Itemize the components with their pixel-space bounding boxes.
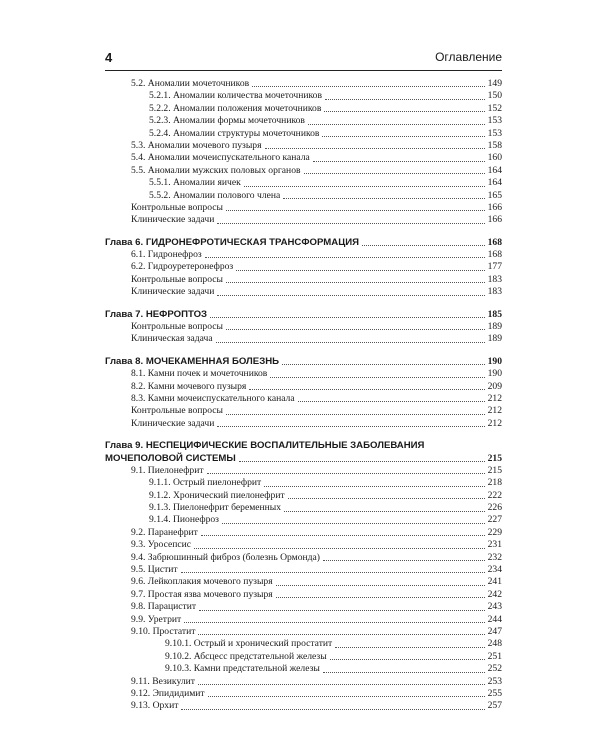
dot-leader xyxy=(276,585,485,586)
toc-entry-label: 9.1.4. Пионефроз xyxy=(149,514,219,526)
toc-entry[interactable] xyxy=(105,539,502,551)
toc-entry-label: 9.1.1. Острый пиелонефрит xyxy=(149,477,262,489)
toc-entry-label: Глава 6. ГИДРОНЕФРОТИЧЕСКАЯ ТРАНСФОРМАЦИЯ xyxy=(105,236,359,248)
dot-leader xyxy=(249,389,484,390)
toc-entry-label: 9.6. Лейкоплакия мочевого пузыря xyxy=(131,576,273,588)
dot-leader xyxy=(217,295,484,296)
dot-leader xyxy=(288,498,485,499)
toc-page-number: 231 xyxy=(487,539,502,551)
dot-leader xyxy=(283,198,484,199)
toc-entry-label: 9.1.3. Пиелонефрит беременных xyxy=(149,502,282,514)
dot-leader xyxy=(216,342,485,343)
toc-entry-label: 9.10.1. Острый и хронический простатит xyxy=(165,638,333,650)
toc-entry-label: 5.2. Аномалии мочеточников xyxy=(131,77,250,89)
toc-entry[interactable] xyxy=(105,601,502,613)
toc-entry-label: Глава 8. МОЧЕКАМЕННАЯ БОЛЕЗНЬ xyxy=(105,355,280,367)
dot-leader xyxy=(324,111,484,112)
dot-leader xyxy=(207,473,485,474)
dot-leader xyxy=(222,523,485,524)
dot-leader xyxy=(181,572,485,573)
toc-entry-label: Контрольные вопросы xyxy=(131,273,223,285)
toc-entry-label: 9.1. Пиелонефрит xyxy=(131,464,204,476)
dot-leader xyxy=(205,257,485,258)
toc-entry[interactable] xyxy=(105,321,502,333)
toc-page-number: 232 xyxy=(487,551,502,563)
dot-leader xyxy=(226,414,485,415)
toc-entry[interactable] xyxy=(105,152,502,164)
toc-page-number: 164 xyxy=(487,164,502,176)
dot-leader xyxy=(201,535,485,536)
toc-page-number: 185 xyxy=(487,308,502,320)
toc-page-number: 255 xyxy=(487,687,502,699)
toc-entry[interactable] xyxy=(105,663,502,675)
toc-entry[interactable] xyxy=(105,502,502,514)
toc-page-number: 183 xyxy=(487,286,502,298)
dot-leader xyxy=(194,548,485,549)
toc-entry-label: 9.12. Эпидидимит xyxy=(131,687,205,699)
page-header xyxy=(105,50,502,71)
toc-page-number: 257 xyxy=(487,700,502,712)
toc-page-number: 189 xyxy=(487,333,502,345)
toc-page-number: 158 xyxy=(487,139,502,151)
toc-page-number: 150 xyxy=(487,90,502,102)
toc-chapter-title: Глава 9. НЕСПЕЦИФИЧЕСКИЕ ВОСПАЛИТЕЛЬНЫЕ ЗАБОЛЕВАНИЯ xyxy=(105,440,425,452)
dot-leader xyxy=(239,461,485,462)
toc-page-number: 152 xyxy=(487,102,502,114)
dot-leader xyxy=(181,709,484,710)
toc-entry-label: 5.2.2. Аномалии положения мочеточников xyxy=(149,102,322,114)
toc-entry[interactable] xyxy=(105,626,502,638)
toc-entry[interactable] xyxy=(105,115,502,127)
toc-entry[interactable] xyxy=(105,190,502,202)
running-title: Оглавление xyxy=(435,50,502,64)
toc-page-number: 247 xyxy=(487,626,502,637)
toc-entry[interactable] xyxy=(105,589,502,601)
dot-leader xyxy=(323,560,485,561)
toc-entry-label: 5.5. Аномалии мужских половых органов xyxy=(131,164,301,176)
dot-leader xyxy=(226,282,485,283)
dot-leader xyxy=(330,659,485,660)
toc-entry[interactable] xyxy=(105,676,502,688)
dot-leader xyxy=(284,511,485,512)
toc-entry[interactable] xyxy=(105,576,502,588)
toc-entry[interactable] xyxy=(105,78,502,90)
toc-entry-label: 9.7. Простая язва мочевого пузыря xyxy=(131,588,273,600)
toc-entry[interactable] xyxy=(105,527,502,539)
dot-leader xyxy=(325,99,485,100)
toc-entry-label: Клиническая задача xyxy=(131,333,213,345)
table-of-contents xyxy=(105,78,502,713)
toc-entry-label: 6.1. Гидронефроз xyxy=(131,249,202,261)
toc-entry[interactable] xyxy=(105,368,502,380)
toc-entry[interactable] xyxy=(105,381,502,393)
toc-entry-label: Клинические задачи xyxy=(131,417,215,429)
toc-entry[interactable] xyxy=(105,515,502,527)
toc-entry-label: МОЧЕПОЛОВОЙ СИСТЕМЫ xyxy=(105,452,236,464)
toc-page-number: 242 xyxy=(487,588,502,600)
toc-chapter[interactable] xyxy=(105,356,502,368)
toc-entry-label: 5.3. Аномалии мочевого пузыря xyxy=(131,139,262,151)
toc-page-number: 190 xyxy=(487,368,502,380)
toc-page-number: 190 xyxy=(487,355,502,367)
toc-entry-label: Контрольные вопросы xyxy=(131,201,223,213)
dot-leader xyxy=(226,329,485,330)
toc-page-number: 165 xyxy=(487,189,502,201)
toc-entry[interactable] xyxy=(105,552,502,564)
toc-entry[interactable] xyxy=(105,103,502,115)
dot-leader xyxy=(323,672,485,673)
toc-entry-label: 9.10.3. Камни предстательной железы xyxy=(165,663,320,675)
toc-entry-label: 8.1. Камни почек и мочеточников xyxy=(131,368,268,380)
toc-entry[interactable] xyxy=(105,90,502,102)
toc-page-number: 209 xyxy=(487,380,502,392)
toc-chapter[interactable] xyxy=(105,309,502,321)
toc-entry-label: 9.2. Паранефрит xyxy=(131,526,198,538)
toc-page-number: 168 xyxy=(487,236,502,248)
dot-leader xyxy=(335,647,484,648)
toc-entry-label: 9.13. Орхит xyxy=(131,700,179,712)
toc-entry[interactable] xyxy=(105,564,502,576)
toc-entry[interactable] xyxy=(105,490,502,502)
toc-entry[interactable] xyxy=(105,393,502,405)
toc-page-number: 227 xyxy=(487,514,502,526)
toc-entry-label: 5.4. Аномалии мочеиспускательного канала xyxy=(131,152,310,164)
toc-entry-label: 5.5.2. Аномалии полового члена xyxy=(149,189,281,201)
dot-leader xyxy=(252,86,484,87)
toc-entry-label: 9.11. Везикулит xyxy=(131,675,195,687)
toc-entry-label: 9.1.2. Хронический пиелонефрит xyxy=(149,489,285,501)
toc-entry[interactable] xyxy=(105,286,502,298)
toc-entry[interactable] xyxy=(105,688,502,700)
toc-entry[interactable] xyxy=(105,700,502,712)
dot-leader xyxy=(210,317,485,318)
dot-leader xyxy=(322,136,484,137)
toc-entry[interactable] xyxy=(105,249,502,261)
toc-page-number: 149 xyxy=(487,77,502,89)
toc-entry[interactable] xyxy=(105,165,502,177)
toc-page-number: 243 xyxy=(487,601,502,613)
dot-leader xyxy=(270,377,484,378)
toc-entry[interactable] xyxy=(105,140,502,152)
toc-page-number: 226 xyxy=(487,502,502,514)
toc-entry-label: 5.2.1. Аномалии количества мочеточников xyxy=(149,90,322,102)
toc-entry-label: 9.5. Цистит xyxy=(131,564,178,576)
toc-entry-label: Глава 7. НЕФРОПТОЗ xyxy=(105,308,208,320)
dot-leader xyxy=(184,622,484,623)
toc-page-number: 215 xyxy=(487,452,502,464)
toc-entry-label: 9.8. Парацистит xyxy=(131,601,197,613)
dot-leader xyxy=(236,270,484,271)
dot-leader xyxy=(308,124,485,125)
toc-page-number: 212 xyxy=(487,405,502,417)
toc-entry-label: Контрольные вопросы xyxy=(131,321,223,333)
dot-leader xyxy=(362,245,485,246)
toc-chapter[interactable] xyxy=(105,237,502,249)
toc-page-number: 222 xyxy=(487,489,502,501)
dot-leader xyxy=(198,684,485,685)
toc-page-number: 253 xyxy=(487,675,502,687)
toc-entry-label: 9.9. Уретрит xyxy=(131,613,182,625)
toc-page-number: 153 xyxy=(487,115,502,127)
toc-entry-label: 9.3. Уросепсис xyxy=(131,539,191,551)
toc-page-number: 229 xyxy=(487,526,502,538)
toc-page-number: 164 xyxy=(487,177,502,189)
toc-page-number: 183 xyxy=(487,273,502,285)
toc-page-number: 177 xyxy=(487,261,502,273)
dot-leader xyxy=(304,173,485,174)
toc-page-number: 218 xyxy=(487,477,502,489)
toc-page-number: 166 xyxy=(487,201,502,213)
toc-entry[interactable] xyxy=(105,202,502,214)
dot-leader xyxy=(199,610,485,611)
dot-leader xyxy=(264,486,484,487)
dot-leader xyxy=(244,186,485,187)
toc-page-number: 251 xyxy=(487,650,502,662)
dot-leader xyxy=(217,426,484,427)
toc-page-number: 252 xyxy=(487,663,502,675)
toc-entry-label: 9.10. Простатит xyxy=(131,626,196,637)
dot-leader xyxy=(198,634,484,635)
toc-page-number: 215 xyxy=(487,464,502,476)
toc-entry-label: Контрольные вопросы xyxy=(131,405,223,417)
dot-leader xyxy=(208,696,485,697)
toc-entry[interactable] xyxy=(105,261,502,273)
toc-page-number: 168 xyxy=(487,249,502,261)
toc-entry[interactable] xyxy=(105,177,502,189)
toc-page-number: 212 xyxy=(487,417,502,429)
dot-leader xyxy=(313,161,485,162)
toc-entry[interactable] xyxy=(105,405,502,417)
toc-entry[interactable] xyxy=(105,651,502,663)
dot-leader xyxy=(265,148,485,149)
toc-entry-label: 8.3. Камни мочеиспускательного канала xyxy=(131,392,295,404)
toc-entry-label: 5.2.4. Аномалии структуры мочеточников xyxy=(149,127,320,139)
toc-page-number: 241 xyxy=(487,576,502,588)
toc-entry[interactable] xyxy=(105,638,502,650)
toc-entry-label: 6.2. Гидроуретеронефроз xyxy=(131,261,234,273)
toc-entry[interactable] xyxy=(105,274,502,286)
toc-entry-label: 9.10.2. Абсцесс предстательной железы xyxy=(165,650,327,662)
dot-leader xyxy=(282,364,485,365)
toc-entry[interactable] xyxy=(105,418,502,430)
toc-page-number: 212 xyxy=(487,392,502,404)
toc-entry[interactable] xyxy=(105,128,502,140)
toc-entry[interactable] xyxy=(105,333,502,345)
toc-page-number: 248 xyxy=(487,638,502,650)
toc-entry-label: 8.2. Камни мочевого пузыря xyxy=(131,380,247,392)
toc-page-number: 244 xyxy=(487,613,502,625)
dot-leader xyxy=(298,401,485,402)
toc-page-number: 189 xyxy=(487,321,502,333)
toc-page-number: 153 xyxy=(487,127,502,139)
toc-entry-label: Клинические задачи xyxy=(131,286,215,298)
toc-page-number: 234 xyxy=(487,564,502,576)
toc-entry-label: Клинические задачи xyxy=(131,214,215,226)
toc-entry[interactable] xyxy=(105,465,502,477)
toc-entry[interactable] xyxy=(105,614,502,626)
toc-entry-label: 9.4. Забрюшинный фиброз (болезнь Ормонда) xyxy=(131,551,321,563)
dot-leader xyxy=(276,597,485,598)
toc-chapter[interactable] xyxy=(105,453,502,465)
toc-entry[interactable] xyxy=(105,214,502,226)
dot-leader xyxy=(226,210,485,211)
toc-entry-label: 5.2.3. Аномалии формы мочеточников xyxy=(149,115,305,127)
toc-page-number: 160 xyxy=(487,152,502,164)
toc-entry-label: 5.5.1. Аномалии яичек xyxy=(149,177,241,189)
dot-leader xyxy=(217,223,484,224)
toc-page-number: 166 xyxy=(487,214,502,226)
page-number: 4 xyxy=(105,50,113,65)
toc-entry[interactable] xyxy=(105,477,502,489)
